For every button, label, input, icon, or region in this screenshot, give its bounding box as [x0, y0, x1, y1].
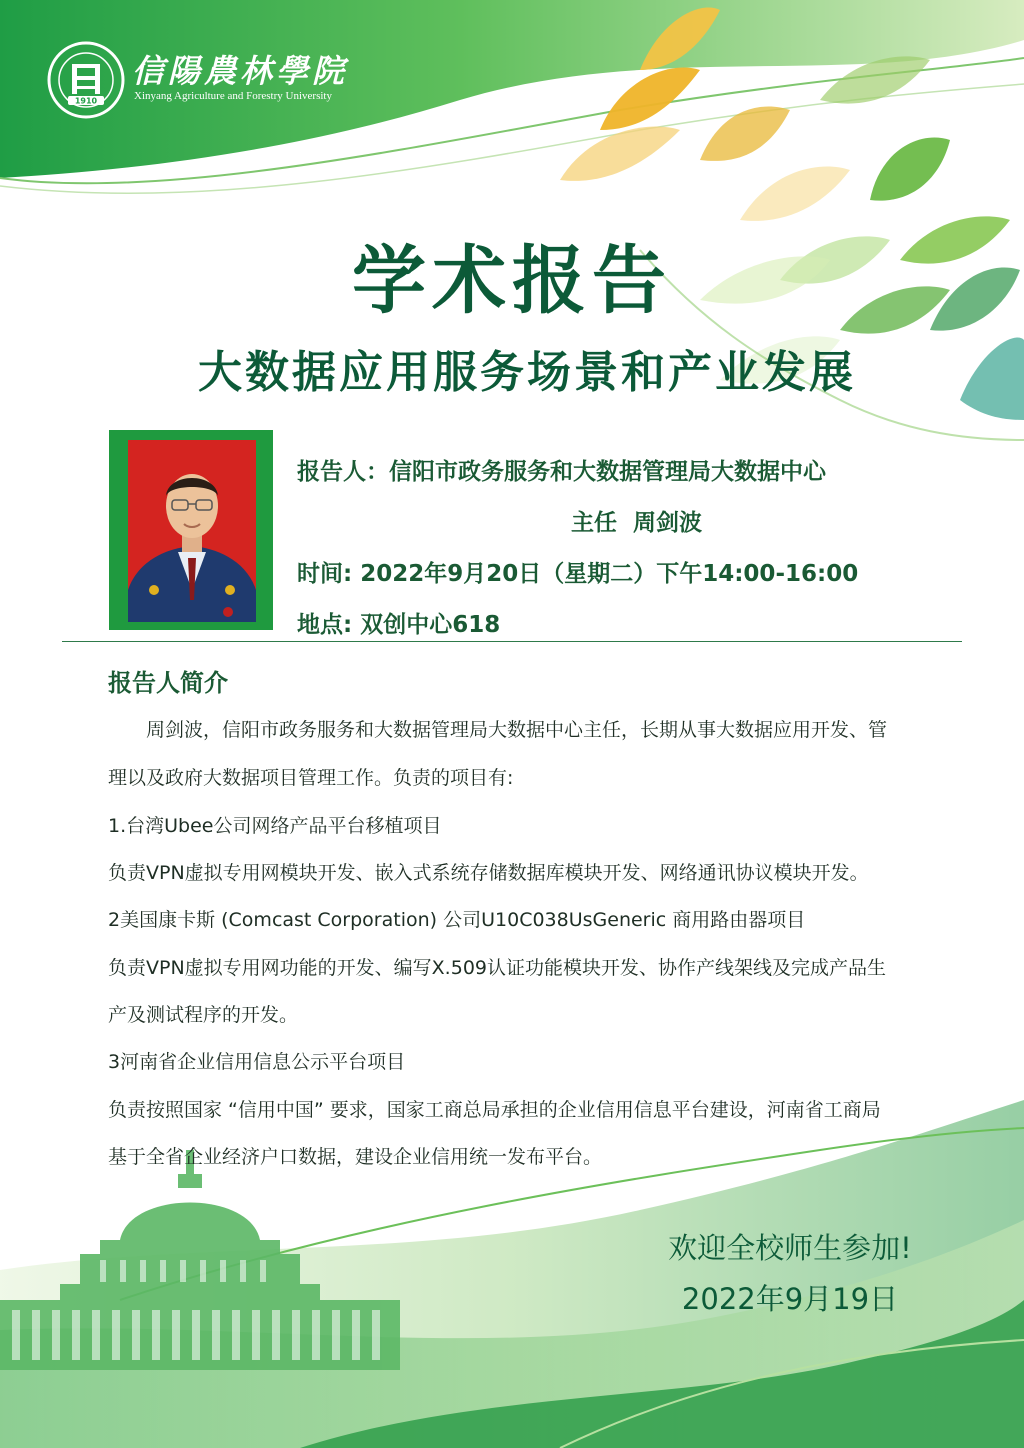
report-subtitle: 大数据应用服务场景和产业发展	[198, 347, 856, 398]
welcome-message: 欢迎全校师生参加!	[668, 1231, 912, 1265]
intro-line: 负责按照国家 “信用中国” 要求，国家工商总局承担的企业信用信息平台建设，河南省工商局	[108, 1099, 881, 1121]
time-line: 时间: 2022年9月20日（星期二）下午14:00-16:00	[297, 561, 859, 587]
intro-line: 2美国康卡斯 (Comcast Corporation) 公司U10C038UsGeneric 商用路由器项目	[108, 909, 806, 931]
issue-date: 2022年9月19日	[681, 1282, 899, 1316]
intro-line: 负责VPN虚拟专用网功能的开发、编写X.509认证功能模块开发、协作产线架线及完成产品生	[108, 957, 886, 979]
page-title: 学术报告	[352, 238, 672, 324]
intro-line: 周剑波，信阳市政务服务和大数据管理局大数据中心主任，长期从事大数据应用开发、管	[108, 719, 888, 741]
location-line: 地点: 双创中心618	[297, 612, 501, 638]
svg-text:1910: 1910	[74, 96, 98, 106]
intro-line: 负责VPN虚拟专用网模块开发、嵌入式系统存储数据库模块开发、网络通讯协议模块开发。	[108, 862, 869, 884]
intro-line: 基于全省企业经济户口数据，建设企业信用统一发布平台。	[108, 1146, 603, 1168]
speaker-line: 报告人：信阳市政务服务和大数据管理局大数据中心	[297, 459, 826, 485]
intro-line: 3河南省企业信用信息公示平台项目	[108, 1051, 406, 1073]
speaker-title-name: 主任 周剑波	[571, 510, 703, 536]
intro-line: 理以及政府大数据项目管理工作。负责的项目有:	[108, 767, 514, 789]
university-logo-icon	[46, 40, 126, 120]
intro-line: 1.台湾Ubee公司网络产品平台移植项目	[108, 815, 442, 837]
speaker-photo	[128, 440, 256, 622]
intro-line: 产及测试程序的开发。	[108, 1004, 299, 1026]
university-name-cn: 信陽農林學院	[132, 52, 349, 90]
divider	[62, 641, 962, 642]
university-name-en: Xinyang Agriculture and Forestry University	[134, 90, 332, 102]
intro-heading: 报告人简介	[108, 669, 228, 697]
